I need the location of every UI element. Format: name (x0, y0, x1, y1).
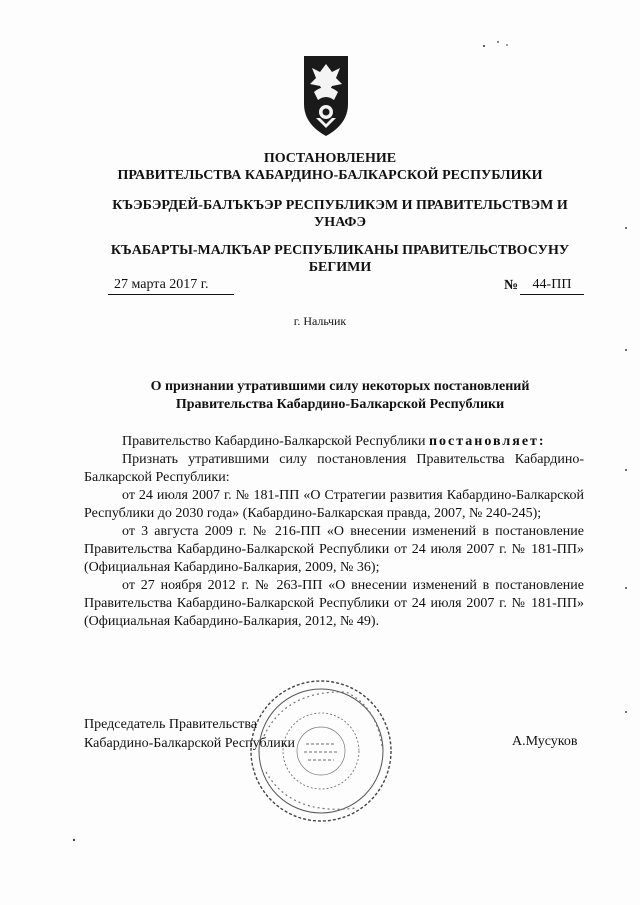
header-kabardian-line2: УНАФЭ (314, 215, 366, 230)
document-date: 27 марта 2017 г. (108, 277, 234, 295)
intro-text: Правительство Кабардино-Балкарской Республики (122, 434, 426, 449)
title-line1: О признании утратившими силу некоторых постановлений (150, 379, 530, 394)
paragraph-4: от 27 ноября 2012 г. № 263-ПП «О внесении изменений в постановление Правительства Кабардино-Балкарской Республики от 24 июля 2007 г. № 181-ПП» (Официальная Кабардино-Балкария, 2012, № 49). (84, 578, 584, 629)
header-title: ПОСТАНОВЛЕНИЕ (263, 151, 397, 166)
header-balkar-line2: БЕГИМИ (308, 260, 372, 275)
header-government: ПРАВИТЕЛЬСТВА КАБАРДИНО-БАЛКАРСКОЙ РЕСПУБЛИКИ (117, 168, 543, 183)
paragraph-2: от 24 июля 2007 г. № 181-ПП «О Стратегии развития Кабардино-Балкарской Республики до 2030 года» (Кабардино-Балкарская правда, 2007, № 240-245); (84, 488, 584, 521)
signatory-position: Председатель Правительства (84, 717, 257, 732)
paragraph-3: от 3 августа 2009 г. № 216-ПП «О внесении изменений в постановление Правительства Кабардино-Балкарской Республики от 24 июля 2007 г. № 181-ПП» (Официальная Кабардино-Балкария, 2009, № 36); (84, 524, 584, 575)
header-kabardian-line1: КЪЭБЭРДЕЙ-БАЛЪКЪЭР РЕСПУБЛИКЭМ И ПРАВИТЕЛЬСТВЭМ И (112, 198, 568, 213)
paragraph-1: Признать утратившими силу постановления Правительства Кабардино-Балкарской Республики: (84, 452, 584, 485)
city: г. Нальчик (293, 314, 347, 328)
title-line2: Правительства Кабардино-Балкарской Республики (175, 397, 505, 412)
number-label: № (504, 278, 519, 293)
intro-verb: постановляет: (428, 434, 546, 449)
signatory-organization: Кабардино-Балкарской Республики (84, 736, 295, 751)
signatory-name: А.Мусуков (512, 734, 578, 749)
header-balkar-line1: КЪАБАРТЫ-МАЛКЪАР РЕСПУБЛИКАНЫ ПРАВИТЕЛЬСТВОСУНУ (110, 243, 570, 258)
document-number: 44-ПП (520, 277, 584, 295)
